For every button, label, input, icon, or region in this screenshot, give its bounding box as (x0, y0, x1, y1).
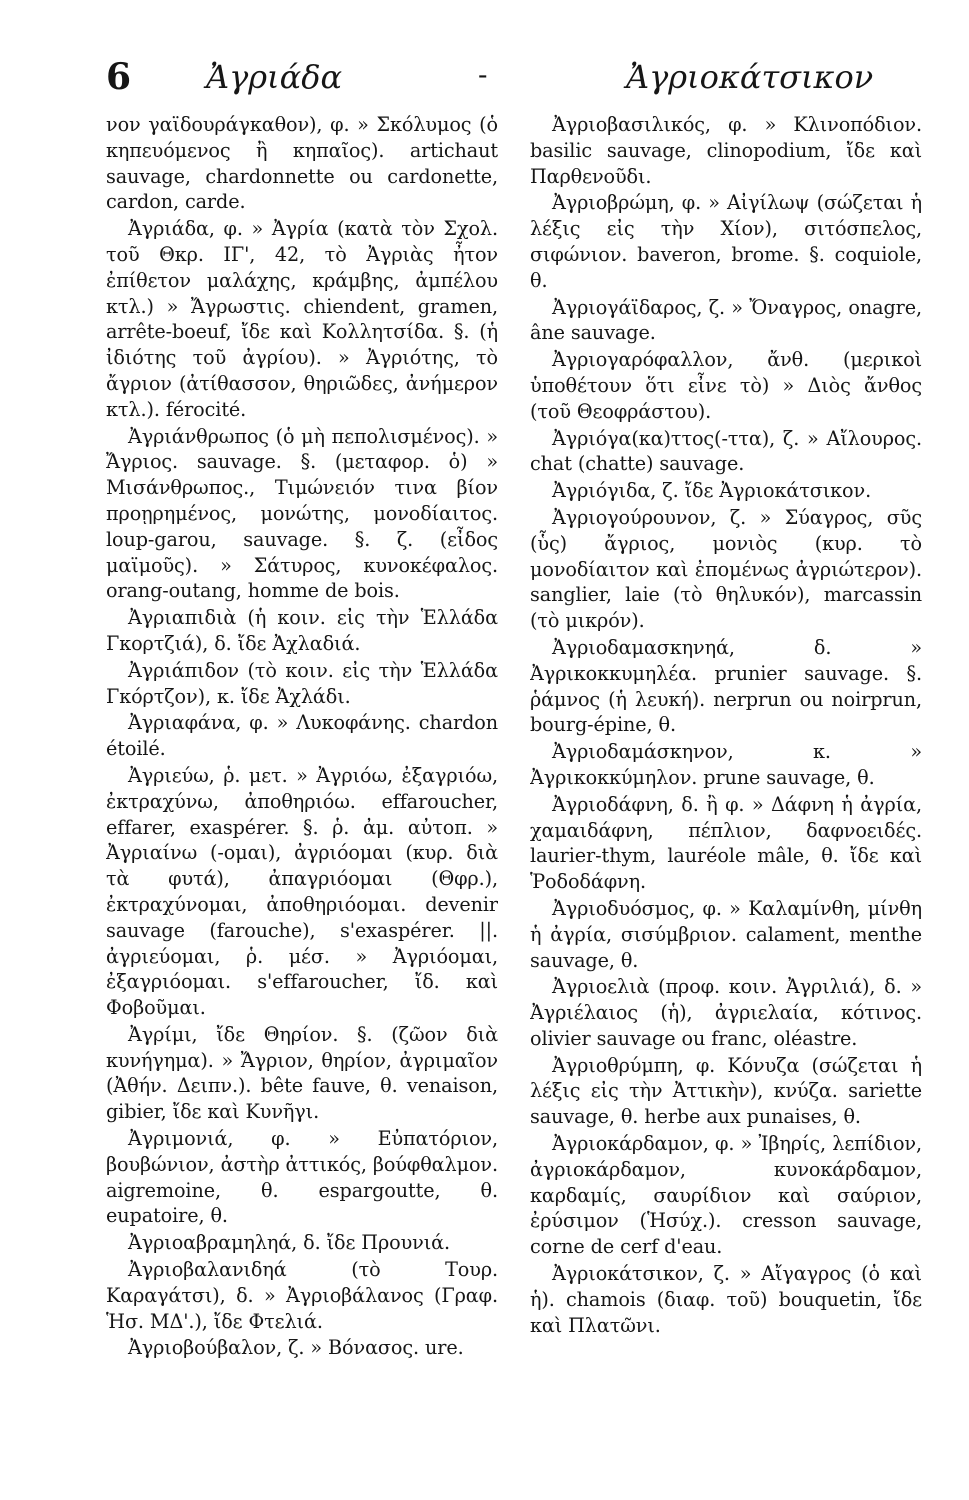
dictionary-entry: νον γαϊδουράγκαθον), φ. » Σκόλυμος (ὁ κηπευόμενος ἢ κηπαῖος). artichaut sauvage, chardonnette ou cardonette, cardon, carde. (106, 113, 498, 214)
running-head-first-word: Ἀγριάδα (206, 58, 343, 96)
left-column (106, 112, 498, 1402)
dictionary-entry: Ἀγριοβασιλικός, φ. » Κλινοπόδιον. basilic sauvage, clinopodium, ἴδε καὶ Παρθενοῦδι. (530, 113, 922, 188)
dictionary-entry: Ἀγρίμι, ἴδε Θηρίον. §. (ζῶον διὰ κυνήγημα). » Ἄγριον, θηρίον, ἀγριμαῖον (Ἀθήν. Δειπν.). bête fauve, θ. venaison, gibier, ἴδε καὶ Κυνῆγι. (106, 1022, 498, 1124)
dictionary-entry: Ἀγριόγα(κα)ττος(-ττα), ζ. » Αἴλουρος. chat (chatte) sauvage. (530, 426, 922, 476)
text-columns (106, 112, 936, 1402)
dictionary-entry: Ἀγριεύω, ῥ. μετ. » Ἀγριόω, ἐξαγριόω, ἐκτραχύνω, ἀποθηριόω. effaroucher, effarer, exaspérer. §. ῥ. ἀμ. αὐτοπ. » Ἀγριαίνω (-ομαι), ἀγριόομαι (κυρ. διὰ τὰ φυτά), ἀπαγριόομαι (Θφρ.), ἐκτραχύνομαι, ἀποθηριόομαι. devenir sauvage (farouche), s'exaspérer. ||. ἀγριεύομαι, ῥ. μέσ. » Ἀγριόομαι, ἐξαγριόομαι. s'effaroucher, ἴδ. καὶ Φοβοῦμαι. (106, 763, 498, 1020)
dictionary-entry: Ἀγριοβρώμη, φ. » Αἰγίλωψ (σώζεται ἡ λέξις εἰς τὴν Χίον), σιτόσπελος, σιφώνιον. baveron, brome. §. coquiole, θ. (530, 191, 922, 292)
dictionary-entry: Ἀγριοαβραμηληά, δ. ἴδε Προυνιά. (128, 1231, 450, 1255)
dictionary-entry: Ἀγριοκάρδαμον, φ. » Ἰβηρίς, λεπίδιον, ἀγριοκάρδαμον, κυνοκάρδαμον, καρδαμίς, σαυρίδιον καὶ σαύριον, ἐρύσιμον (Ἡσύχ.). cresson sauvage, corne de cerf d'eau. (530, 1132, 922, 1259)
dictionary-entry: Ἀγριάδα, φ. » Ἀγρία (κατὰ τὸν Σχολ. τοῦ Θκρ. ΙΓ', 42, τὸ Ἀγριὰς ἦτον ἐπίθετον μαλάχης, κράμβης, ἀμπέλου κτλ.) » Ἄγρωστις. chiendent, gramen, arrête-boeuf, ἴδε καὶ Κολλητσίδα. §. (ἡ ἰδιότης τοῦ ἀγρίου). » Ἀγριότης, τὸ ἄγριον (ἀτίθασσον, θηριῶδες, ἀνήμερον κτλ.). férocité. (106, 217, 498, 421)
dictionary-entry: Ἀγριόγιδα, ζ. ἴδε Ἀγριοκάτσικον. (552, 479, 872, 503)
right-column (530, 112, 922, 1402)
page-header (106, 56, 921, 106)
dictionary-entry: Ἀγριοδάφνη, δ. ἢ φ. » Δάφνη ἡ ἀγρία, χαμαιδάφνη, πέπλιον, δαφνοειδές. laurier-thym, lauréole mâle, θ. ἴδε καὶ Ῥοδοδάφνη. (530, 792, 922, 894)
dictionary-entry: Ἀγριογαρόφαλλον, ἄνθ. (μερικοὶ ὑποθέτουν ὅτι εἶνε τὸ) » Διὸς ἄνθος (τοῦ Θεοφράστου). (530, 348, 922, 423)
dictionary-entry: Ἀγριαπιδιὰ (ἡ κοιν. εἰς τὴν Ἑλλάδα Γκορτζιά), δ. ἴδε Ἀχλαδιά. (106, 606, 498, 655)
dictionary-entry: Ἀγριαφάνα, φ. » Λυκοφάνης. chardon étoilé. (106, 711, 498, 761)
dictionary-entry: Ἀγριοκάτσικον, ζ. » Αἴγαγρος (ὁ καὶ ἡ). chamois (διαφ. τοῦ) bouquetin, ἴδε καὶ Πλατῶνι. (530, 1262, 922, 1337)
dictionary-entry: Ἀγριοδυόσμος, φ. » Καλαμίνθη, μίνθη ἡ ἀγρία, σισύμβριον. calament, menthe sauvage, θ. (530, 896, 922, 972)
dictionary-entry: Ἀγριοβαλανιδηά (τὸ Τουρ. Καραγάτσι), δ. » Ἀγριοβάλανος (Γραφ. Ἡσ. ΜΔ'.), ἴδε Φτελιά. (106, 1258, 498, 1333)
running-head-last-word: Ἀγριοκάτσικον (626, 58, 874, 96)
page-number: 6 (106, 56, 132, 98)
dictionary-entry: Ἀγριοδαμασκηνηά, δ. » Ἀγρικοκκυμηλέα. prunier sauvage. §. ῥάμνος (ἡ λευκή). nerprun ou noirprun, bourg-épine, θ. (530, 635, 922, 737)
dictionary-entry: Ἀγριμονιά, φ. » Εὐπατόριον, βουβώνιον, ἀστὴρ ἀττικός, βούφθαλμον. aigremoine, θ. espargoutte, θ. eupatoire, θ. (106, 1127, 498, 1228)
dictionary-entry: Ἀγριάνθρωπος (ὁ μὴ πεπολισμένος). » Ἄγριος. sauvage. §. (μεταφορ. ὁ) » Μισάνθρωπος., Τιμώνειόν τινα βίον προῃρημένος, μονώτης, μονοδίαιτος. loup-garou, sauvage. §. ζ. (εἶδος μαϊμοῦς). » Σάτυρος, κυνοκέφαλος. orang-outang, homme de bois. (106, 424, 498, 603)
dictionary-entry: Ἀγριάπιδον (τὸ κοιν. εἰς τὴν Ἑλλάδα Γκόρτζον), κ. ἴδε Ἀχλάδι. (106, 658, 498, 708)
running-head-separator: - (478, 58, 488, 91)
dictionary-entry: Ἀγριογούρουνον, ζ. » Σύαγρος, σῦς (ὗς) ἄγριος, μονιὸς (κυρ. τὸ μονοδίαιτον καὶ ἐπομένως ἀγριώτερον). sanglier, laie (τὸ θηλυκόν), marcassin (τὸ μικρόν). (530, 505, 922, 633)
dictionary-entry: Ἀγριοβούβαλον, ζ. » Βόνασος. ure. (128, 1336, 464, 1360)
dictionary-entry: Ἀγριογάϊδαρος, ζ. » Ὄναγρος, onagre, âne sauvage. (530, 295, 922, 345)
dictionary-entry: Ἀγριοδαμάσκηνον, κ. » Ἀγρικοκκύμηλον. prune sauvage, θ. (530, 740, 922, 789)
dictionary-entry: Ἀγριοθρύμπη, φ. Κόνυζα (σώζεται ἡ λέξις εἰς τὴν Ἀττικὴν), κνύζα. sariette sauvage, θ. herbe aux punaises, θ. (530, 1053, 922, 1129)
dictionary-entry: Ἀγριοελιὰ (προφ. κοιν. Ἀγριλιά), δ. » Ἀγριέλαιος (ἡ), ἀγριελαία, κότινος. olivier sauvage ou franc, oléastre. (530, 975, 922, 1050)
